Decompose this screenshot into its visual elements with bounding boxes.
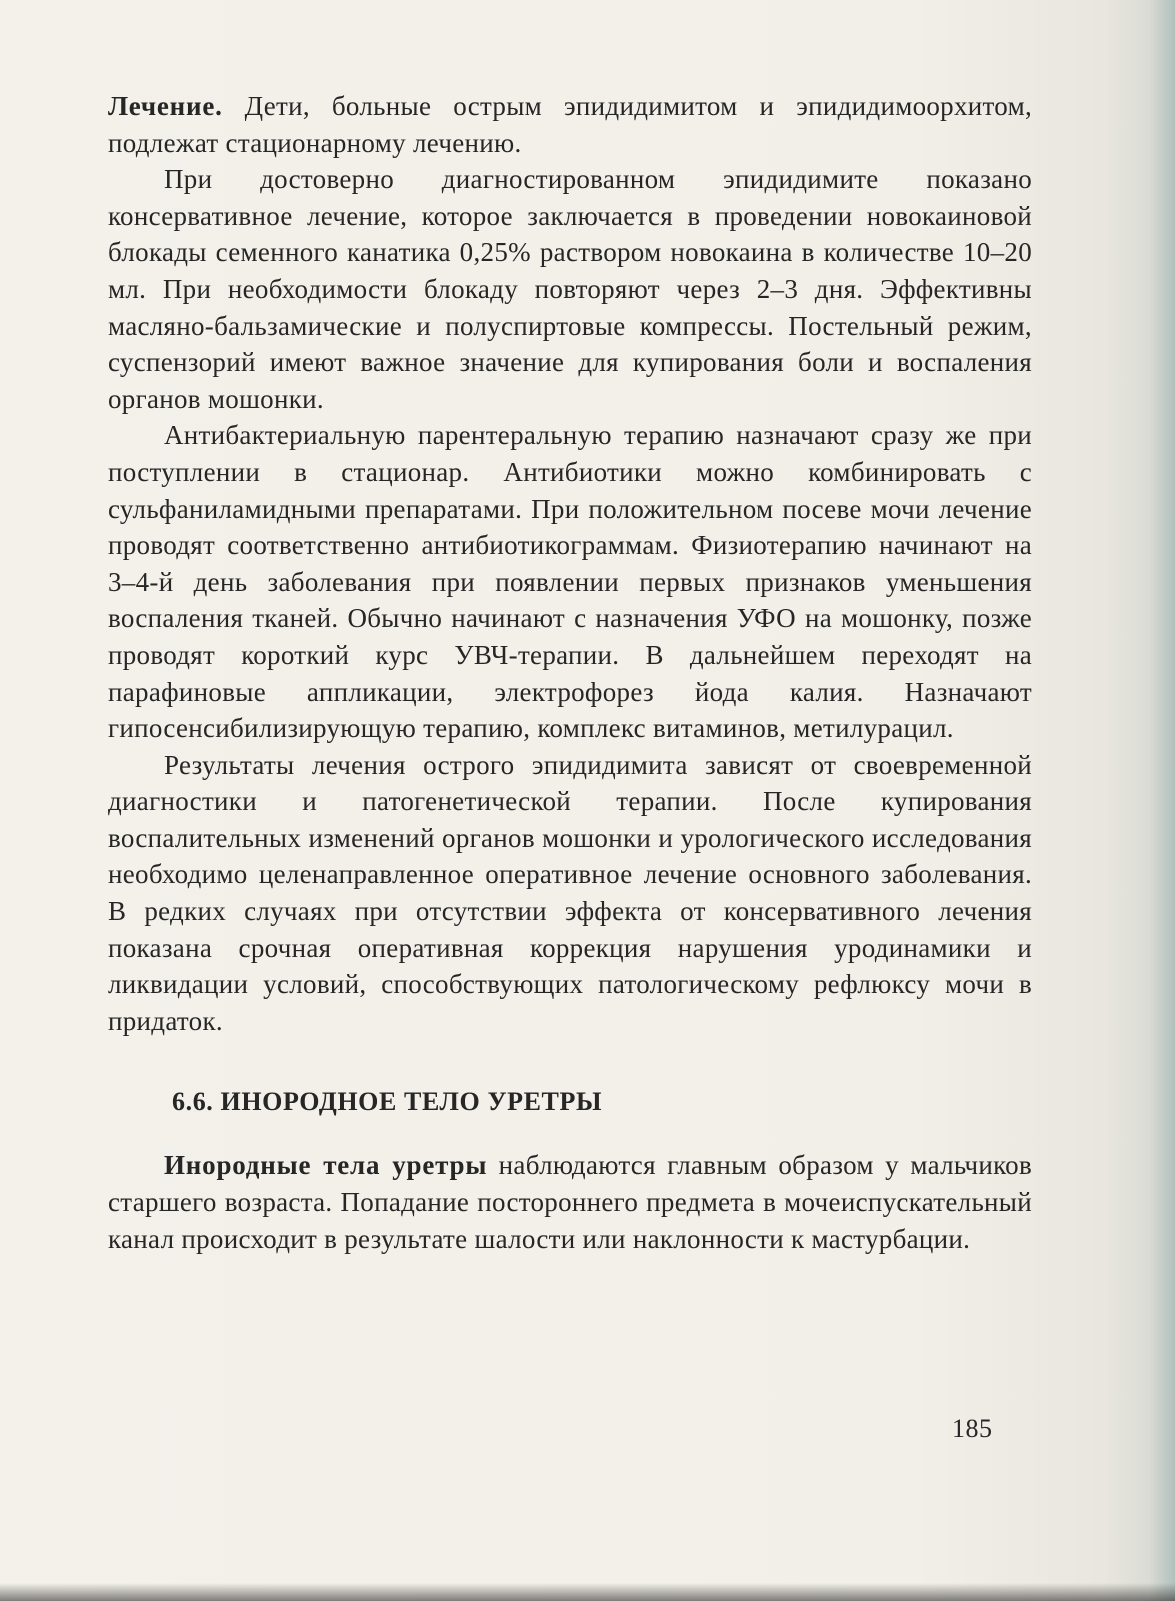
page-bottom-shadow — [0, 1583, 1175, 1601]
treatment-paragraph-2: При достоверно диагностированном эпидидимите показано консервативное лечение, которое заключается в проведении новокаиновой блокады семенного канатика 0,25% раствором новокаина в количестве 10–20 мл. При необходимости блокаду повторяют через 2–3 дня. Эффективны масляно-бальзамические и полуспиртовые компрессы. Постельный режим, суспензорий имеют важное значение для купирования боли и воспаления органов мошонки. — [108, 164, 1032, 414]
treatment-paragraph-1 — [108, 88, 1032, 161]
section-lead-term: Инородные тела уретры — [164, 1150, 488, 1181]
treatment-paragraph-1-text: Дети, больные острым эпидидимитом и эпидидимоорхитом, подлежат стационарному лечению. — [108, 91, 1032, 158]
page-number: 185 — [952, 1414, 993, 1443]
treatment-paragraph-3: Антибактериальную парентеральную терапию назначают сразу же при поступлении в стационар. Антибиотики можно комбинировать с сульфаниламидными препаратами. При положительном посеве мочи лечение проводят соответственно антибиотикограммам. Физиотерапию начинают на 3–4-й день заболевания при появлении первых признаков уменьшения воспаления тканей. Обычно начинают с назначения УФО на мошонку, позже проводят короткий курс УВЧ-терапии. В дальнейшем переходят на парафиновые аппликации, электрофорез йода калия. Назначают гипосенсибилизирующую терапию, комплекс витаминов, метилурацил. — [108, 420, 1032, 744]
section-paragraph-1 — [108, 1147, 1032, 1257]
treatment-paragraph-4: Результаты лечения острого эпидидимита зависят от своевременной диагностики и патогенетической терапии. После купирования воспалительных изменений органов мошонки и урологического исследования необходимо целенаправленное оперативное лечение основного заболевания. В редких случаях при отсутствии эффекта от консервативного лечения показана срочная оперативная коррекция нарушения уродинамики и ликвидации условий, способствующих патологическому рефлюксу мочи в придаток. — [108, 749, 1032, 1036]
page-text — [108, 88, 1032, 1257]
section-paragraph-1-text: наблюдаются главным образом у мальчиков старшего возраста. Попадание постороннего предмета в мочеиспускательный канал происходит в результате шалости или наклонности к мастурбации. — [108, 1150, 1032, 1254]
section-heading: 6.6. ИНОРОДНОЕ ТЕЛО УРЕТРЫ — [172, 1087, 603, 1117]
treatment-lead-term: Лечение. — [108, 91, 223, 121]
page-binding-edge — [1149, 0, 1175, 1601]
